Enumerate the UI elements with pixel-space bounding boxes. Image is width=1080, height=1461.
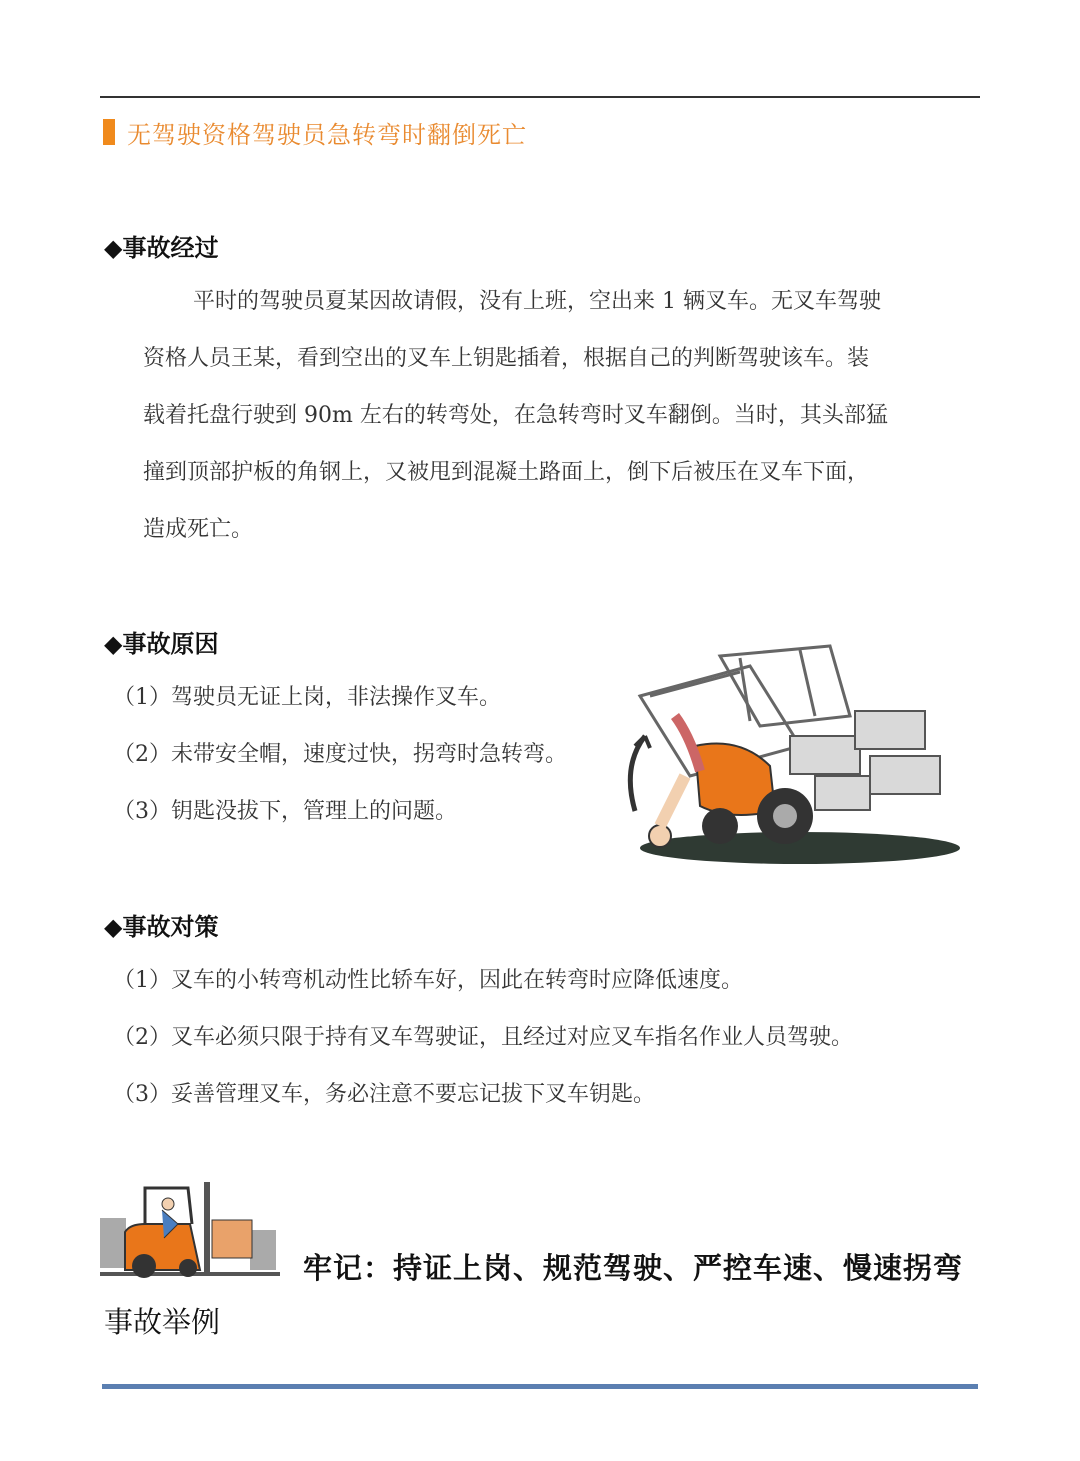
bottom-rule [102,1384,978,1389]
process-heading: ◆事故经过 [104,234,219,262]
process-line: 平时的驾驶员夏某因故请假，没有上班，空出来 1 辆叉车。无叉车驾驶 [193,289,881,314]
safety-slogan: 牢记：持证上岗、规范驾驶、严控车速、慢速拐弯 [303,1251,964,1285]
process-paragraph [143,273,983,558]
countermeasure-item: （1）叉车的小转弯机动性比轿车好，因此在转弯时应降低速度。 [113,968,743,993]
process-line: 载着托盘行驶到 90m 左右的转弯处，在急转弯时叉车翻倒。当时，其头部猛 [143,403,888,428]
cause-item: （3）钥匙没拔下，管理上的问题。 [113,799,457,824]
top-rule [100,96,980,98]
process-line: 资格人员王某，看到空出的叉车上钥匙插着，根据自己的判断驾驶该车。装 [143,346,870,371]
cause-item: （2）未带安全帽，速度过快，拐弯时急转弯。 [113,742,567,767]
countermeasure-heading: ◆事故对策 [104,913,219,941]
countermeasure-item: （2）叉车必须只限于持有叉车驾驶证，且经过对应叉车指名作业人员驾驶。 [113,1025,853,1050]
cause-item: （1）驾驶员无证上岗，非法操作叉车。 [113,685,501,710]
countermeasure-item: （3）妥善管理叉车，务必注意不要忘记拔下叉车钥匙。 [113,1082,655,1107]
forklift-overturn-illustration [600,636,980,876]
cause-heading: ◆事故原因 [104,630,219,658]
cause-list [113,669,567,840]
process-line: 造成死亡。 [143,517,254,542]
title-text: 无驾驶资格驾驶员急转弯时翻倒死亡 [127,120,527,149]
process-line: 撞到顶部护板的角钢上，又被甩到混凝土路面上，倒下后被压在叉车下面， [143,460,870,485]
forklift-illustration [100,1180,280,1284]
countermeasure-list [113,952,853,1123]
title-accent-bar [103,119,115,145]
footer-label: 事故举例 [104,1305,221,1339]
page-title [103,116,527,148]
